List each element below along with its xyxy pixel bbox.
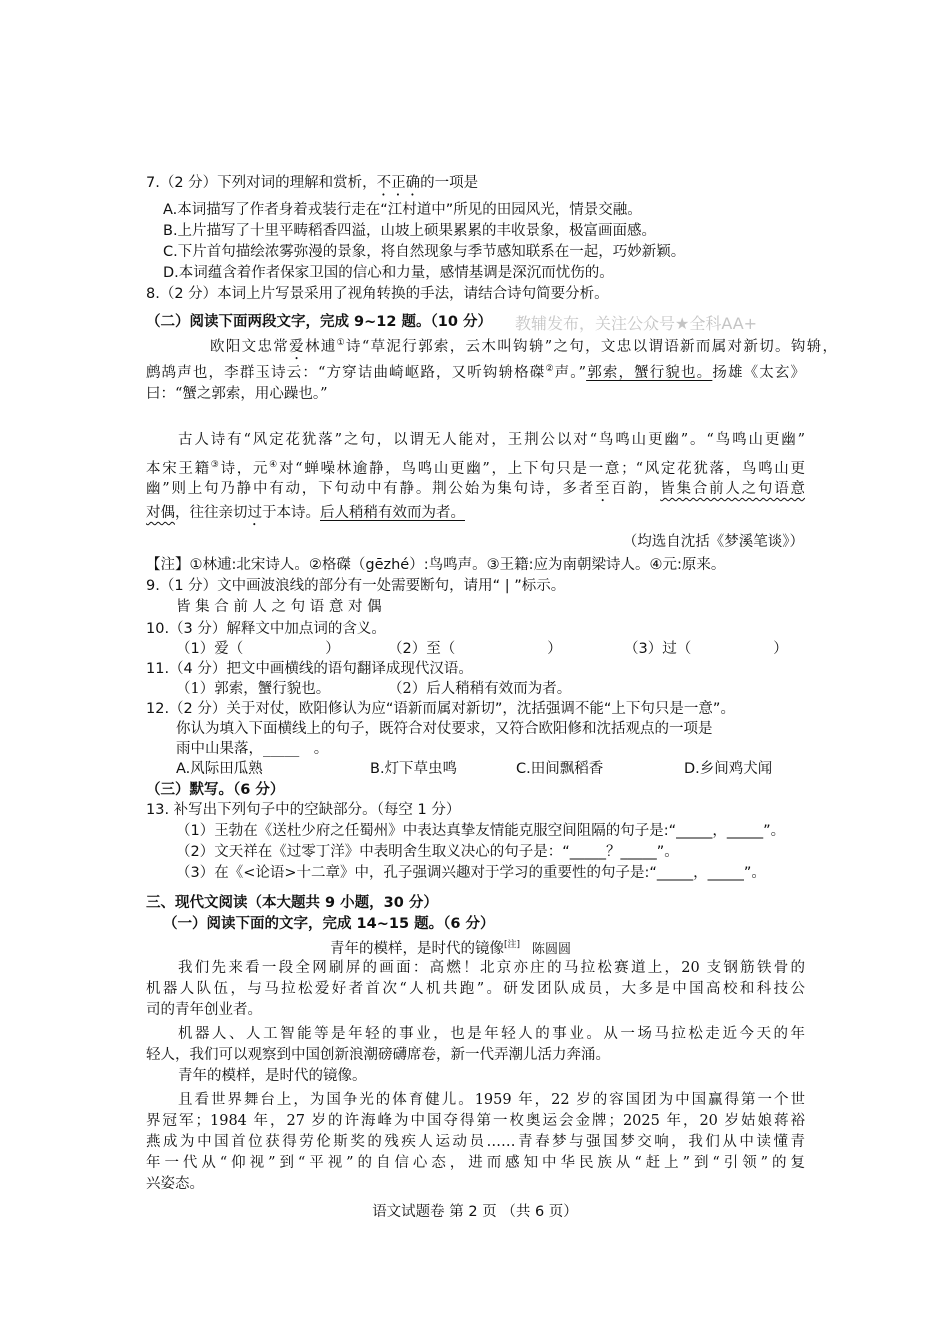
wavy-text-2: 对偶 (146, 505, 175, 521)
article-title: 青年的模样，是时代的镜像[注] 陈圆圆 (330, 940, 572, 957)
article-p3: 青年的模样，是时代的镜像。 (178, 1068, 367, 1084)
article-p4-line1: 且看世界舞台上，为国争光的体育健儿。1959 年，22 岁的容国团为中国赢得第一个世 (178, 1092, 805, 1108)
q12-stem-1: 12.（2 分）关于对仗，欧阳修认为应“语新而属对新切”，沈括强调不能“上下句只是一意”。 (146, 701, 735, 717)
passage2-line1: 古人诗有“风定花犹落”之句，以谓无人能对，王荆公以对“鸟鸣山更幽”。“鸟鸣山更幽” (178, 432, 805, 448)
underlined-sentence-1: 郭索，蟹行貌也。 (586, 364, 713, 381)
q10-stem: 10.（3 分）解释文中加点词的含义。 (146, 621, 386, 637)
q12-option-a: A.风际田瓜熟 (176, 761, 263, 777)
word-ai: 爱 (289, 338, 305, 355)
q11-item-1: （1）郭索，蟹行貌也。 (176, 681, 331, 697)
q7-option-d: D.本词蕴含着作者保家卫国的信心和力量，感情基调是深沉而忧伤的。 (163, 265, 614, 281)
article-author: 陈圆圆 (532, 941, 572, 957)
passage2-line4: 对偶，往往亲切过于本诗。后人稍稍有效而为者。 (146, 505, 465, 521)
q9-text: 皆 集 合 前 人 之 句 语 意 对 偶 (176, 599, 382, 615)
part-3-subtitle: （一）阅读下面的文字，完成 14~15 题。（6 分） (163, 916, 495, 932)
q7-option-b: B.上片描写了十里平畴稻香四溢，山坡上硕果累累的丰收景象，极富画面感。 (163, 223, 657, 239)
q12-stem-2: 你认为填入下面横线上的句子，既符合对仗要求，又符合欧阳修和沈括观点的一项是 (176, 721, 713, 737)
q7-option-a: A.本词描写了作者身着戎装行走在“江村道中”所见的田园风光，情景交融。 (163, 202, 642, 218)
q10-item-3: （3）过（ ） (624, 641, 788, 657)
annotation-note: 【注】①林逋:北宋诗人。②格磔（gēzhé）:鸟鸣声。③王籍:应为南朝梁诗人。④元:原来。 (146, 557, 726, 573)
q13-item-3: （3）在《<论语>十二章》中，孔子强调兴趣对于学习的重要性的句子是:“_____，_____”。 (176, 865, 766, 881)
article-p4-line5: 兴姿态。 (146, 1176, 204, 1192)
q11-stem: 11.（4 分）把文中画横线的语句翻译成现代汉语。 (146, 661, 473, 677)
word-guo: 过 (247, 505, 262, 521)
q12-option-c: C.田间飘稻香 (516, 761, 604, 777)
article-p2-line1: 机器人、人工智能等是年轻的事业，也是年轻人的事业。从一场马拉松走近今天的年 (178, 1026, 805, 1042)
underlined-sentence-2: 后人稍稍有效而为者。 (320, 505, 465, 521)
q11-item-2: （2）后人稍稍有效而为者。 (388, 681, 572, 697)
word-zhi: 至 (595, 481, 612, 497)
passage2-line3: 幽”则上句乃静中有动，下句动中有静。荆公始为集句诗，多者至百韵，皆集合前人之句语意 (146, 481, 806, 497)
passage1-line1: 欧阳文忠常爱林逋①诗“草泥行郭索，云木叫钩辀”之句，文忠以谓语新而属对新切。钩辀， (210, 338, 838, 355)
q13-item-2: （2）文天祥在《过零丁洋》中表明舍生取义决心的句子是：“_____？_____”。 (176, 844, 679, 860)
q13-stem: 13. 补写出下列句子中的空缺部分。（每空 1 分） (146, 802, 461, 818)
q7-option-c: C.下片首句描绘浓雾弥漫的景象，将自然现象与季节感知联系在一起，巧妙新颖。 (163, 244, 686, 260)
article-p4-line2: 界冠军；1984 年，27 岁的许海峰为中国夺得第一枚奥运会金牌；2025 年，20 岁姑娘蒋裕 (146, 1113, 805, 1129)
passage1-line3: 曰：“蟹之郭索，用心躁也。” (146, 386, 328, 402)
article-p1-line2: 机器人队伍，与马拉松爱好者首次“人机共跑”。研发团队成员，大多是中国高校和科技公 (146, 981, 805, 997)
source-citation: （均选自沈括《梦溪笔谈》） (622, 534, 804, 550)
article-p4-line4: 年一代从“仰视”到“平视”的自信心态，进而感知中华民族从“赶上”到“引领”的复 (146, 1155, 805, 1171)
q7-emphasis: 不正确 (376, 175, 421, 191)
article-p1-line3: 司的青年创业者。 (146, 1002, 262, 1018)
q13-item-1: （1）王勃在《送杜少府之任蜀州》中表达真挚友情能克服空间阻隔的句子是:“_____，_____”。 (176, 823, 786, 839)
section-3-title: （三）默写。（6 分） (146, 782, 285, 798)
q12-option-b: B.灯下草虫鸣 (370, 761, 458, 777)
q9-stem: 9.（1 分）文中画波浪线的部分有一处需要断句，请用“ | ”标示。 (146, 578, 566, 594)
q12-line: 雨中山果落，_____ 。 (176, 741, 329, 757)
watermark: 教辅发布，关注公众号★全科AA+ (515, 314, 758, 333)
wavy-text-1: 皆集合前人之句语意 (660, 481, 806, 497)
article-p2-line2: 轻人，我们可以观察到中国创新浪潮磅礴席卷，新一代弄潮儿活力奔涌。 (146, 1047, 610, 1063)
page-footer: 语文试题卷 第 2 页 （共 6 页） (372, 1204, 578, 1220)
q12-option-d: D.乡间鸡犬闻 (684, 761, 773, 777)
q7-stem: 7.（2 分）下列对词的理解和赏析，不正确的一项是 (146, 175, 479, 191)
article-p1-line1: 我们先来看一段全网刷屏的画面：高燃！北京亦庄的马拉松赛道上，20 支钢筋铁骨的 (178, 960, 805, 976)
section-2-title: （二）阅读下面两段文字，完成 9~12 题。（10 分） (146, 314, 492, 330)
article-p4-line3: 燕成为中国首位获得劳伦斯奖的残疾人运动员……青春梦与强国梦交响，我们从中读懂青 (146, 1134, 805, 1150)
part-3-title: 三、现代文阅读（本大题共 9 小题，30 分） (146, 895, 438, 911)
passage1-line2: 鹧鸪声也，李群玉诗云：“方穿诘曲崎岖路，又听钩辀格磔②声。”郭索，蟹行貌也。扬雄《太玄》 (146, 364, 806, 381)
passage2-line2: 本宋王籍③诗，元④对“蝉噪林逾静，鸟鸣山更幽”，上下句只是一意；“风定花犹落，鸟鸣山更 (146, 460, 806, 477)
q10-item-1: （1）爱（ ） (176, 641, 340, 657)
q8-stem: 8.（2 分）本词上片写景采用了视角转换的手法，请结合诗句简要分析。 (146, 286, 609, 302)
q10-item-2: （2）至（ ） (388, 641, 562, 657)
